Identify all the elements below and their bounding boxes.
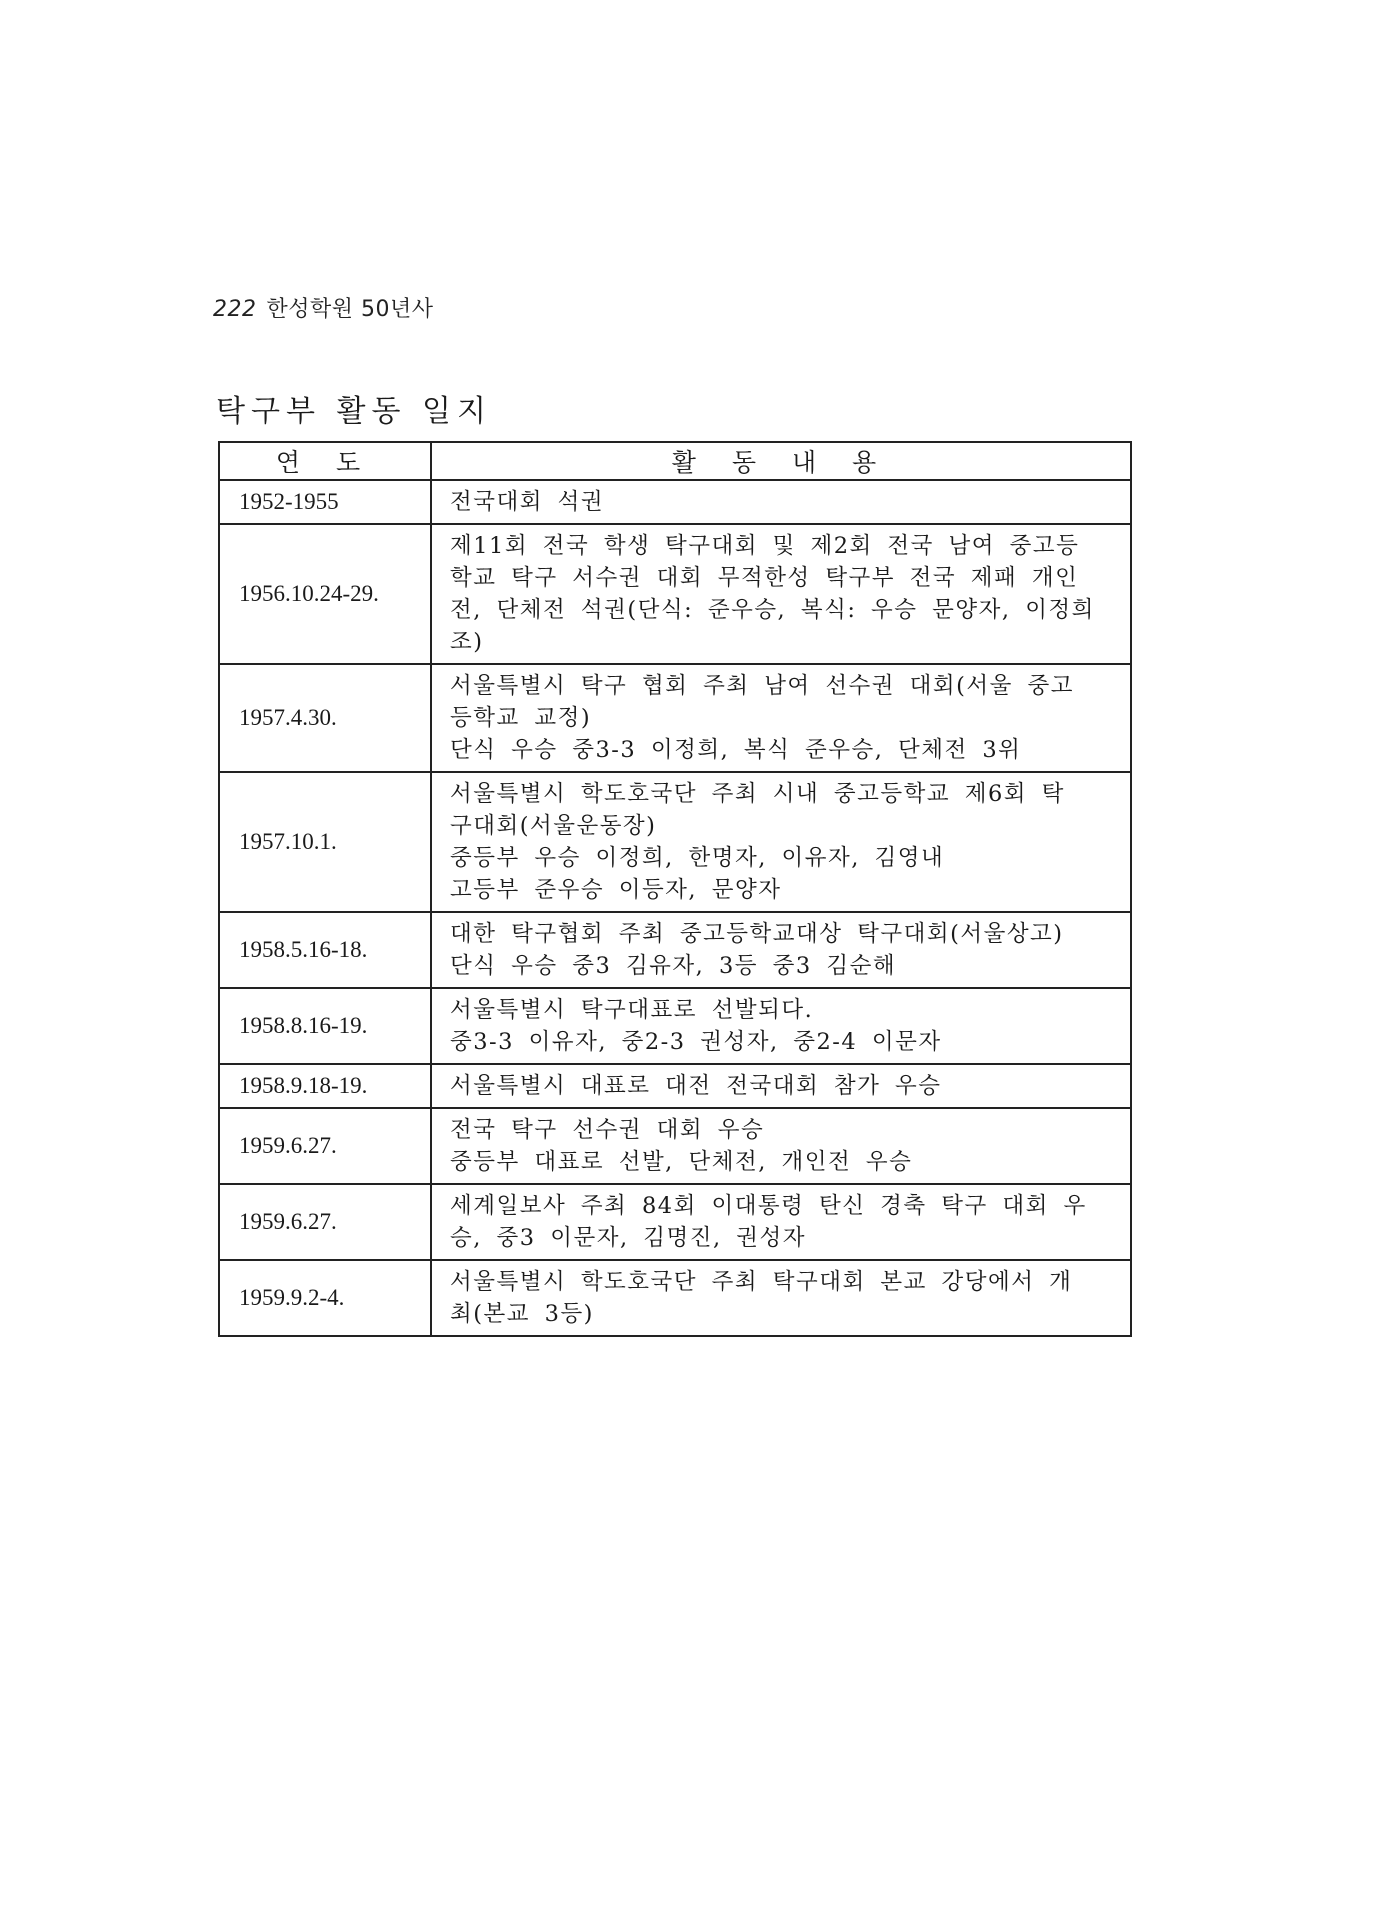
table-row	[219, 988, 1131, 1064]
content-cell	[431, 1064, 1131, 1108]
year-cell: 1956.10.24-29.	[219, 524, 431, 664]
content-line: 조)	[450, 629, 484, 655]
content-line: 세계일보사 주최 84회 이대통령 탄신 경축 탁구 대회 우	[450, 1193, 1087, 1219]
content-line: 단식 우승 중3 김유자, 3등 중3 김순해	[450, 953, 897, 979]
content-line: 대한 탁구협회 주최 중고등학교대상 탁구대회(서울상고)	[450, 921, 1064, 947]
year-cell: 1958.8.16-19.	[219, 988, 431, 1064]
page-number: 222	[213, 297, 257, 322]
content-line: 서울특별시 대표로 대전 전국대회 참가 우승	[450, 1073, 942, 1099]
year-column-header: 연 도	[219, 442, 431, 480]
table-row	[219, 1064, 1131, 1108]
book-title: 한성학원 50년사	[266, 297, 434, 322]
content-line: 학교 탁구 서수권 대회 무적한성 탁구부 전국 제패 개인	[450, 565, 1079, 591]
content-cell	[431, 664, 1131, 772]
table-row	[219, 480, 1131, 524]
table-body	[219, 480, 1131, 1336]
content-line: 중등부 대표로 선발, 단체전, 개인전 우승	[450, 1149, 913, 1175]
year-cell: 1957.4.30.	[219, 664, 431, 772]
content-cell	[431, 772, 1131, 912]
content-cell	[431, 524, 1131, 664]
running-header	[213, 292, 434, 323]
content-line: 단식 우승 중3-3 이정희, 복식 준우승, 단체전 3위	[450, 737, 1022, 763]
year-cell: 1958.5.16-18.	[219, 912, 431, 988]
content-line: 전, 단체전 석권(단식: 준우승, 복식: 우승 문양자, 이정희	[450, 597, 1095, 623]
content-column-header: 활 동 내 용	[431, 442, 1131, 480]
content-line: 전국대회 석권	[450, 489, 605, 515]
content-cell	[431, 1184, 1131, 1260]
activity-log-table	[218, 441, 1132, 1337]
content-cell	[431, 1108, 1131, 1184]
content-line: 서울특별시 탁구 협회 주최 남여 선수권 대회(서울 중고	[450, 673, 1075, 699]
table-row	[219, 912, 1131, 988]
content-cell	[431, 480, 1131, 524]
table-row	[219, 772, 1131, 912]
table-row	[219, 664, 1131, 772]
content-line: 전국 탁구 선수권 대회 우승	[450, 1117, 765, 1143]
content-line: 최(본교 3등)	[450, 1301, 594, 1327]
table-row	[219, 1108, 1131, 1184]
table-header-row	[219, 442, 1131, 480]
year-cell: 1957.10.1.	[219, 772, 431, 912]
content-cell	[431, 1260, 1131, 1336]
content-line: 고등부 준우승 이등자, 문양자	[450, 877, 782, 903]
content-line: 중등부 우승 이정희, 한명자, 이유자, 김영내	[450, 845, 945, 871]
year-cell: 1959.6.27.	[219, 1108, 431, 1184]
content-line: 서울특별시 탁구대표로 선발되다.	[450, 997, 814, 1023]
year-cell: 1958.9.18-19.	[219, 1064, 431, 1108]
table-row	[219, 524, 1131, 664]
table-row	[219, 1260, 1131, 1336]
content-line: 승, 중3 이문자, 김명진, 권성자	[450, 1225, 806, 1251]
content-line: 제11회 전국 학생 탁구대회 및 제2회 전국 남여 중고등	[450, 533, 1080, 559]
year-cell: 1959.9.2-4.	[219, 1260, 431, 1336]
content-cell	[431, 988, 1131, 1064]
content-line: 구대회(서울운동장)	[450, 813, 657, 839]
year-cell: 1959.6.27.	[219, 1184, 431, 1260]
table-row	[219, 1184, 1131, 1260]
content-line: 등학교 교정)	[450, 705, 592, 731]
year-cell: 1952-1955	[219, 480, 431, 524]
section-title: 탁구부 활동 일지	[216, 394, 492, 429]
content-line: 서울특별시 학도호국단 주최 탁구대회 본교 강당에서 개	[450, 1269, 1073, 1295]
content-cell	[431, 912, 1131, 988]
content-line: 중3-3 이유자, 중2-3 권성자, 중2-4 이문자	[450, 1029, 942, 1055]
content-line: 서울특별시 학도호국단 주최 시내 중고등학교 제6회 탁	[450, 781, 1065, 807]
